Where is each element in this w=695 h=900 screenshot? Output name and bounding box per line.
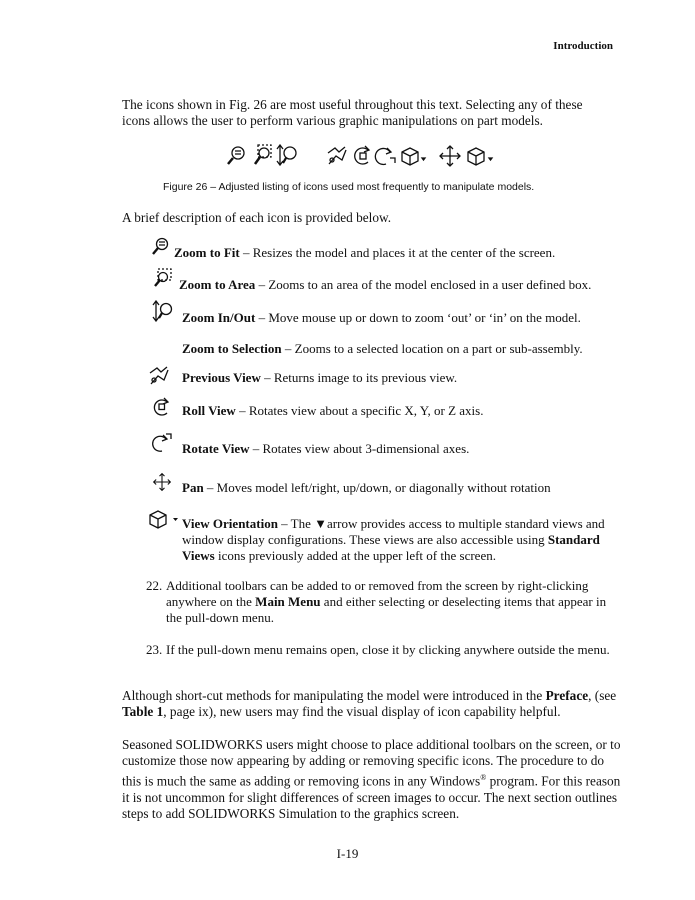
desc-view-orientation: View Orientation – The ▼arrow provides access to multiple standard views and window display configurations. These views are also accessible using Standard Views icons previously added at the upper left of the screen. xyxy=(182,516,605,563)
page-number: I-19 xyxy=(336,846,359,861)
zoom-to-fit-icon xyxy=(228,147,244,164)
desc-zoom-to-fit: Zoom to Fit – Resizes the model and places it at the center of the screen. xyxy=(174,245,556,260)
zoom-to-area-icon xyxy=(255,145,271,164)
view-orientation-icon xyxy=(402,148,425,165)
desc-pan: Pan – Moves model left/right, up/down, or diagonally without rotation xyxy=(182,480,551,495)
step-23: 23. If the pull-down menu remains open, close it by clicking anywhere outside the menu. xyxy=(146,642,610,657)
paragraph-solidworks-users: Seasoned SOLIDWORKS users might choose to place additional toolbars on the screen, or to customize those now appearing by adding or removing specific icons. The procedure to do this is much the same as adding or removing icons in any Windows® program. For this reason it is not uncommon for slight differences of screen images to occur. The next section outlines steps to add SOLIDWORKS Simulation to the graphics screen. xyxy=(122,737,621,822)
zoom-in-out-icon xyxy=(152,300,174,327)
roll-view-icon xyxy=(150,396,172,423)
roll-view-icon xyxy=(355,146,369,164)
desc-zoom-in-out: Zoom In/Out – Move mouse up or down to zoom ‘out’ or ‘in’ on the model. xyxy=(182,310,581,325)
desc-previous-view: Previous View – Returns image to its previous view. xyxy=(182,370,458,385)
previous-view-icon xyxy=(328,147,346,164)
zoom-to-area-icon xyxy=(152,268,174,293)
desc-zoom-to-area: Zoom to Area – Zooms to an area of the model enclosed in a user defined box. xyxy=(179,277,592,292)
figure-caption: Figure 26 – Adjusted listing of icons used most frequently to manipulate models. xyxy=(163,181,535,193)
rotate-view-icon xyxy=(375,148,395,164)
pan-icon xyxy=(440,146,460,166)
pan-icon xyxy=(152,472,172,497)
rotate-view-icon xyxy=(150,432,174,459)
intro-paragraph: The icons shown in Fig. 26 are most useful throughout this text. Selecting any of these icons allows the user to perform various graphic manipulations on part models. xyxy=(122,97,583,129)
view-orientation-icon xyxy=(468,148,492,165)
zoom-to-fit-icon xyxy=(150,236,170,261)
zoom-in-out-icon xyxy=(277,145,296,165)
brief-intro: A brief description of each icon is provided below. xyxy=(122,210,392,225)
desc-zoom-to-selection: Zoom to Selection – Zooms to a selected location on a part or sub-assembly. xyxy=(182,341,583,356)
figure-26-icons xyxy=(226,144,516,173)
paragraph-shortcuts: Although short-cut methods for manipulating the model were introduced in the Preface, (see Table 1, page ix), new users may find the visual display of icon capability helpful. xyxy=(122,688,617,720)
previous-view-icon xyxy=(148,364,172,391)
desc-rotate-view: Rotate View – Rotates view about 3-dimensional axes. xyxy=(182,441,470,456)
running-header: Introduction xyxy=(553,40,613,52)
desc-roll-view: Roll View – Rotates view about a specific X, Y, or Z axis. xyxy=(182,403,484,418)
step-22: 22. Additional toolbars can be added to or removed from the screen by right-clicking anywhere on the Main Menu and either selecting or deselecting items that appear in the pull-down menu. xyxy=(146,578,607,625)
view-orientation-icon xyxy=(146,508,182,535)
